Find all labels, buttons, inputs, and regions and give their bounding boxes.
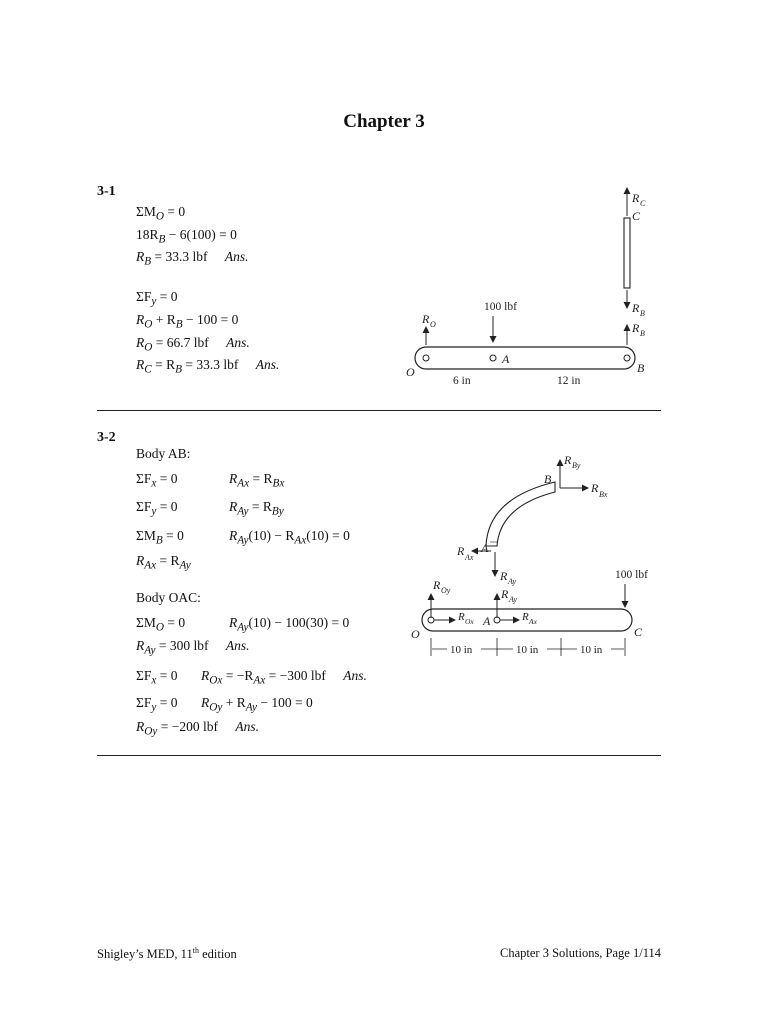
equation-oac-sum-fy: $\Sigma F_y = 0$ [136,695,178,714]
label-rb-bottom: R [632,321,640,335]
curved-member-ab [486,482,555,546]
label-b: B [544,472,552,486]
label-ray-sub: Ay [509,595,517,604]
equation-ab-sum-fx: $\Sigma F_x = 0$ [136,471,178,490]
link-bc [624,218,630,288]
equation-rax-equals-rbx: $R_{Ax} = R_{Bx}$ [229,471,285,490]
load-label: 100 lbf [484,301,517,313]
label-rby: R [564,453,572,467]
equation-oac-sum-mo: $\Sigma M_O = 0$ [136,615,186,634]
label-rax2: R [522,611,529,623]
equation-ro-result: $R_O = 66.7$ lbf Ans. [136,335,250,354]
label-rax: R [457,544,465,558]
beam-oab [415,347,635,369]
equation-roy-result: $R_{Oy} = -200$ lbf Ans. [136,719,259,738]
label-b: B [637,361,645,375]
label-o: O [411,627,420,641]
section-divider [97,755,661,756]
label-roy-sub: Oy [441,586,451,595]
equation-ab-moment-balance: $R_{Ay}(10) - R_{Ax}(10) = 0$ [229,528,350,547]
equation-moment-balance: $18R_B - 6(100) = 0$ [136,227,237,246]
equation-oac-force-balance: $R_{Oy} + R_{Ay} - 100 = 0$ [201,695,313,714]
equation-rc-result: $R_C = R_B = 33.3$ lbf Ans. [136,357,280,376]
equation-ray-result: $R_{Ay} = 300$ lbf Ans. [136,638,250,657]
figure-3-2-frame-diagram [405,448,660,663]
label-rby-sub: By [572,461,581,470]
figure-3-1-beam-diagram [395,180,660,390]
label-a-top: A [481,541,489,555]
label-ray: R [501,587,509,601]
label-rax2-sub: Ax [529,617,537,626]
load-label: 100 lbf [615,569,648,581]
footer-left: Shigley’s MED, 11th edition [97,946,237,962]
ans-label: Ans. [235,719,259,734]
equation-rax-equals-ray: $R_{Ax} = R_{Ay}$ [136,553,191,572]
label-rc-sub: C [640,199,646,208]
pin-b [624,355,630,361]
label-rb-top: R [632,301,640,315]
problem-number-3-1: 3-1 [97,184,116,199]
dim-10in-1: 10 in [450,644,473,656]
label-ray-top: R [500,569,508,583]
ans-label: Ans. [343,668,367,683]
label-a: A [483,614,491,628]
label-c: C [632,209,641,223]
ans-label: Ans. [255,357,280,372]
dim-10in-3: 10 in [580,644,603,656]
ans-label: Ans. [226,335,250,350]
equation-ab-sum-mb: $\Sigma M_B = 0$ [136,528,184,547]
label-rax-sub: Ax [465,553,474,562]
equation-sum-moments-o: $\Sigma M_O = 0$ [136,204,186,223]
label-rox: R [458,611,465,623]
pin-o [423,355,429,361]
footer-right: Chapter 3 Solutions, Page 1/114 [500,946,661,960]
label-rc: R [632,191,640,205]
equation-sum-forces-y: $\Sigma F_y = 0$ [136,289,178,308]
label-rbx-sub: Bx [599,490,608,499]
heading-body-ab: Body AB: [136,446,191,461]
section-divider [97,410,661,411]
label-a: A [502,352,510,366]
equation-rox-result: $R_{Ox} = -R_{Ax} = -300$ lbf Ans. [201,668,367,687]
label-rb-top-sub: B [640,309,645,318]
equation-force-balance: $R_O + R_B - 100 = 0$ [136,312,239,331]
label-ro-sub: O [430,320,436,329]
ans-label: Ans. [224,249,249,264]
label-roy: R [433,578,441,592]
ans-label: Ans. [225,638,250,653]
page-title: Chapter 3 [343,111,425,132]
dim-6in: 6 in [453,375,471,387]
equation-ray-equals-rby: $R_{Ay} = R_{By}$ [229,499,284,518]
problem-number-3-2: 3-2 [97,430,116,445]
label-c: C [634,625,643,639]
pin-a [490,355,496,361]
label-o: O [406,365,415,379]
dim-12in: 12 in [557,375,581,387]
equation-oac-sum-fx: $\Sigma F_x = 0$ [136,668,178,687]
dim-10in-2: 10 in [516,644,539,656]
label-ray-top-sub: Ay [508,577,516,586]
label-ro: R [422,312,430,326]
label-rb-bottom-sub: B [640,329,645,338]
equation-ab-sum-fy: $\Sigma F_y = 0$ [136,499,178,518]
equation-rb-result: $R_B = 33.3$ lbf Ans. [136,249,249,268]
heading-body-oac: Body OAC: [136,590,201,605]
equation-oac-moment-balance: $R_{Ay}(10) - 100(30) = 0$ [229,615,350,634]
label-rbx: R [591,481,599,495]
label-rox-sub: Ox [465,617,474,626]
